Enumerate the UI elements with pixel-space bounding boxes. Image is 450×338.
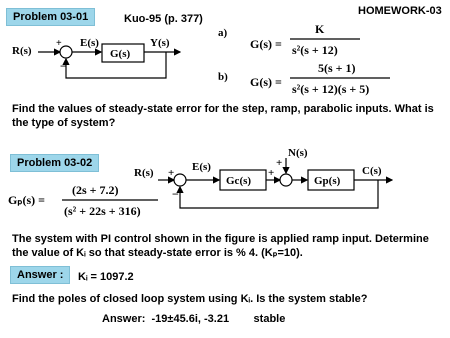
d2-summing-junction-2 bbox=[280, 174, 292, 186]
eq-b-numerator: 5(s + 1) bbox=[318, 61, 356, 75]
answer-value: Kᵢ = 1097.2 bbox=[78, 271, 134, 283]
eq-a-lhs: G(s) = bbox=[250, 37, 282, 51]
eq-a-numerator: K bbox=[315, 22, 325, 36]
d2-error-label: E(s) bbox=[192, 161, 211, 173]
question-1: Find the values of steady-state error for the step, ramp, parabolic inputs. What is the type of system? bbox=[12, 103, 434, 129]
d1-minus-sign: − bbox=[60, 59, 67, 73]
gp-lhs: Gₚ(s) = bbox=[8, 193, 45, 207]
reference-text: Kuo-95 (p. 377) bbox=[124, 13, 203, 25]
question-2: The system with PI control shown in the figure is applied ramp input. Determine the value of Kᵢ so that steady-state error is % 4. (Kₚ=10). bbox=[12, 233, 429, 259]
gp-denominator: (s² + 22s + 316) bbox=[64, 204, 141, 218]
eq-a-label: a) bbox=[218, 27, 228, 39]
d2-disturbance-label: N(s) bbox=[288, 147, 308, 159]
d2-controller-label: Gc(s) bbox=[226, 175, 252, 187]
eq-a-denominator: s²(s + 12) bbox=[292, 43, 338, 57]
gp-numerator: (2s + 7.2) bbox=[72, 183, 119, 197]
d1-error-label: E(s) bbox=[80, 37, 99, 49]
equations-1 bbox=[210, 12, 410, 98]
eq-b-label: b) bbox=[218, 71, 228, 83]
d2-summing-junction-1 bbox=[174, 174, 186, 186]
d2-plus-sign-1: + bbox=[168, 167, 175, 179]
d2-plus-sign-3: + bbox=[276, 157, 283, 169]
d1-summing-junction bbox=[60, 46, 72, 58]
d2-plant-label: Gp(s) bbox=[314, 175, 341, 187]
question-3: Find the poles of closed loop system using Kᵢ. Is the system stable? bbox=[12, 293, 368, 305]
d2-output-label: C(s) bbox=[362, 165, 382, 177]
d1-plant-label: G(s) bbox=[110, 48, 131, 60]
d2-minus-sign: − bbox=[172, 187, 179, 201]
answer-2: Answer: -19±45.6i, -3.21 stable bbox=[102, 313, 286, 325]
problem1-label: Problem 03-01 bbox=[6, 8, 95, 26]
eq-b-lhs: G(s) = bbox=[250, 75, 282, 89]
homework-title: HOMEWORK-03 bbox=[358, 5, 442, 17]
d1-input-label: R(s) bbox=[12, 45, 32, 57]
d1-output-label: Y(s) bbox=[150, 37, 170, 49]
eq-b-denominator: s²(s + 12)(s + 5) bbox=[292, 82, 370, 96]
block-diagram-2 bbox=[130, 146, 440, 216]
d2-input-label: R(s) bbox=[134, 167, 154, 179]
block-diagram-1 bbox=[0, 30, 200, 90]
answer-label: Answer : bbox=[10, 266, 70, 284]
d1-plus-sign: + bbox=[56, 38, 62, 49]
problem2-label: Problem 03-02 bbox=[10, 154, 99, 172]
d2-plus-sign-2: + bbox=[268, 167, 275, 179]
